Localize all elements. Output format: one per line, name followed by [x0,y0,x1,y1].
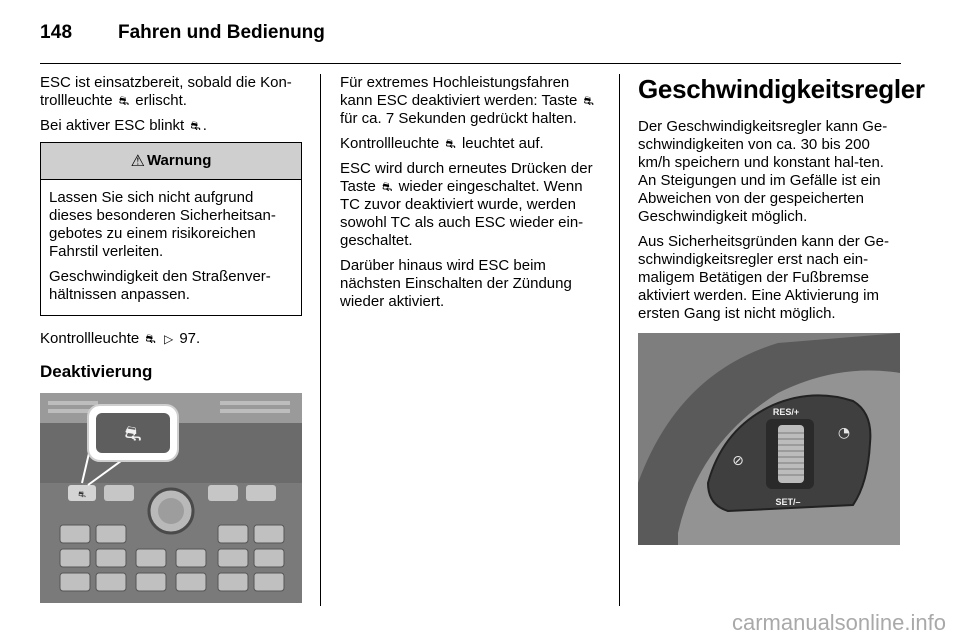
header-divider [40,63,901,64]
paragraph: ESC wird durch erneutes Drücken der Taste ⛐ wieder eingeschaltet. Wenn TC zuvor deaktiviert wurde, werden sowohl TC als auch ESC wieder ein-geschaltet. [340,160,593,249]
paragraph: Kontrollleuchte ⛐ leuchtet auf. [340,135,544,152]
esc-off-icon: ⛐ [145,332,156,346]
svg-text:⛐: ⛐ [78,490,86,500]
esc-off-icon: ⛐ [118,94,130,108]
warning-triangle-icon: ⚠ [130,151,145,170]
paragraph: Aus Sicherheitsgründen kann der Ge-schwindigkeitsregler erst nach ein-maligem Betätigen der Fußbremse aktiviert werden. Eine Aktivierung im ersten Gang ist nicht möglich. [638,233,889,322]
svg-text:⛐: ⛐ [124,421,142,445]
svg-text:◔: ◔ [837,425,851,441]
column-1 [40,74,302,603]
watermark: carmanualsonline.info [731,610,946,635]
page-reference: Kontrollleuchte ⛐ ▷ 97. [40,330,201,347]
esc-off-icon: ⛐ [583,94,594,108]
cruise-control-figure [638,333,900,545]
paragraph: Darüber hinaus wird ESC beim nächsten Einschalten der Zündung wieder aktiviert. [340,257,572,310]
warning-text: Lassen Sie sich nicht aufgrund dieses besonderen Sicherheitsan-gebotes zu einem risikoreichen Fahrstil verleiten. [49,189,276,260]
section-title: Fahren und Bedienung [118,22,325,43]
paragraph: Bei aktiver ESC blinkt ⛐ . [40,117,207,134]
column-2 [340,74,604,318]
paragraph: Der Geschwindigkeitsregler kann Ge-schwindigkeiten von ca. 30 bis 200 km/h speichern und konstant hal-ten. An Steigungen und im Gefälle ist ein Abweichen von der gespeicherten Geschwindigkeit möglich. [638,118,888,225]
warning-header: ⚠ Warnung [41,143,301,180]
page-number: 148 [40,22,73,43]
svg-text:⊘: ⊘ [732,453,744,469]
column-divider [320,74,321,606]
subheading: Deaktivierung [40,362,153,381]
esc-off-icon: ⛐ [190,119,201,133]
paragraph: ESC ist einsatzbereit, sobald die Kon-trollleuchte ⛐ erlischt. [40,74,292,109]
esc-off-icon: ⛐ [382,180,393,194]
page-ref-arrow-icon: ▷ [163,332,174,346]
set-label: SET/– [775,497,801,507]
section-heading: Geschwindigkeitsregler [638,74,925,104]
column-3 [638,74,925,545]
tc-icon: ⛐ [445,137,456,151]
paragraph: Für extremes Hochleistungsfahren kann ESC deaktiviert werden: Taste ⛐ für ca. 7 Sekunden gedrückt halten. [340,74,594,127]
warning-body [41,180,301,315]
warning-box [40,142,302,316]
page-header [40,18,900,58]
warning-text: Geschwindigkeit den Straßenver-hältnissen anpassen. [49,268,271,303]
esc-button-figure [40,393,302,603]
res-label: RES/+ [772,407,800,417]
column-divider [619,74,620,606]
